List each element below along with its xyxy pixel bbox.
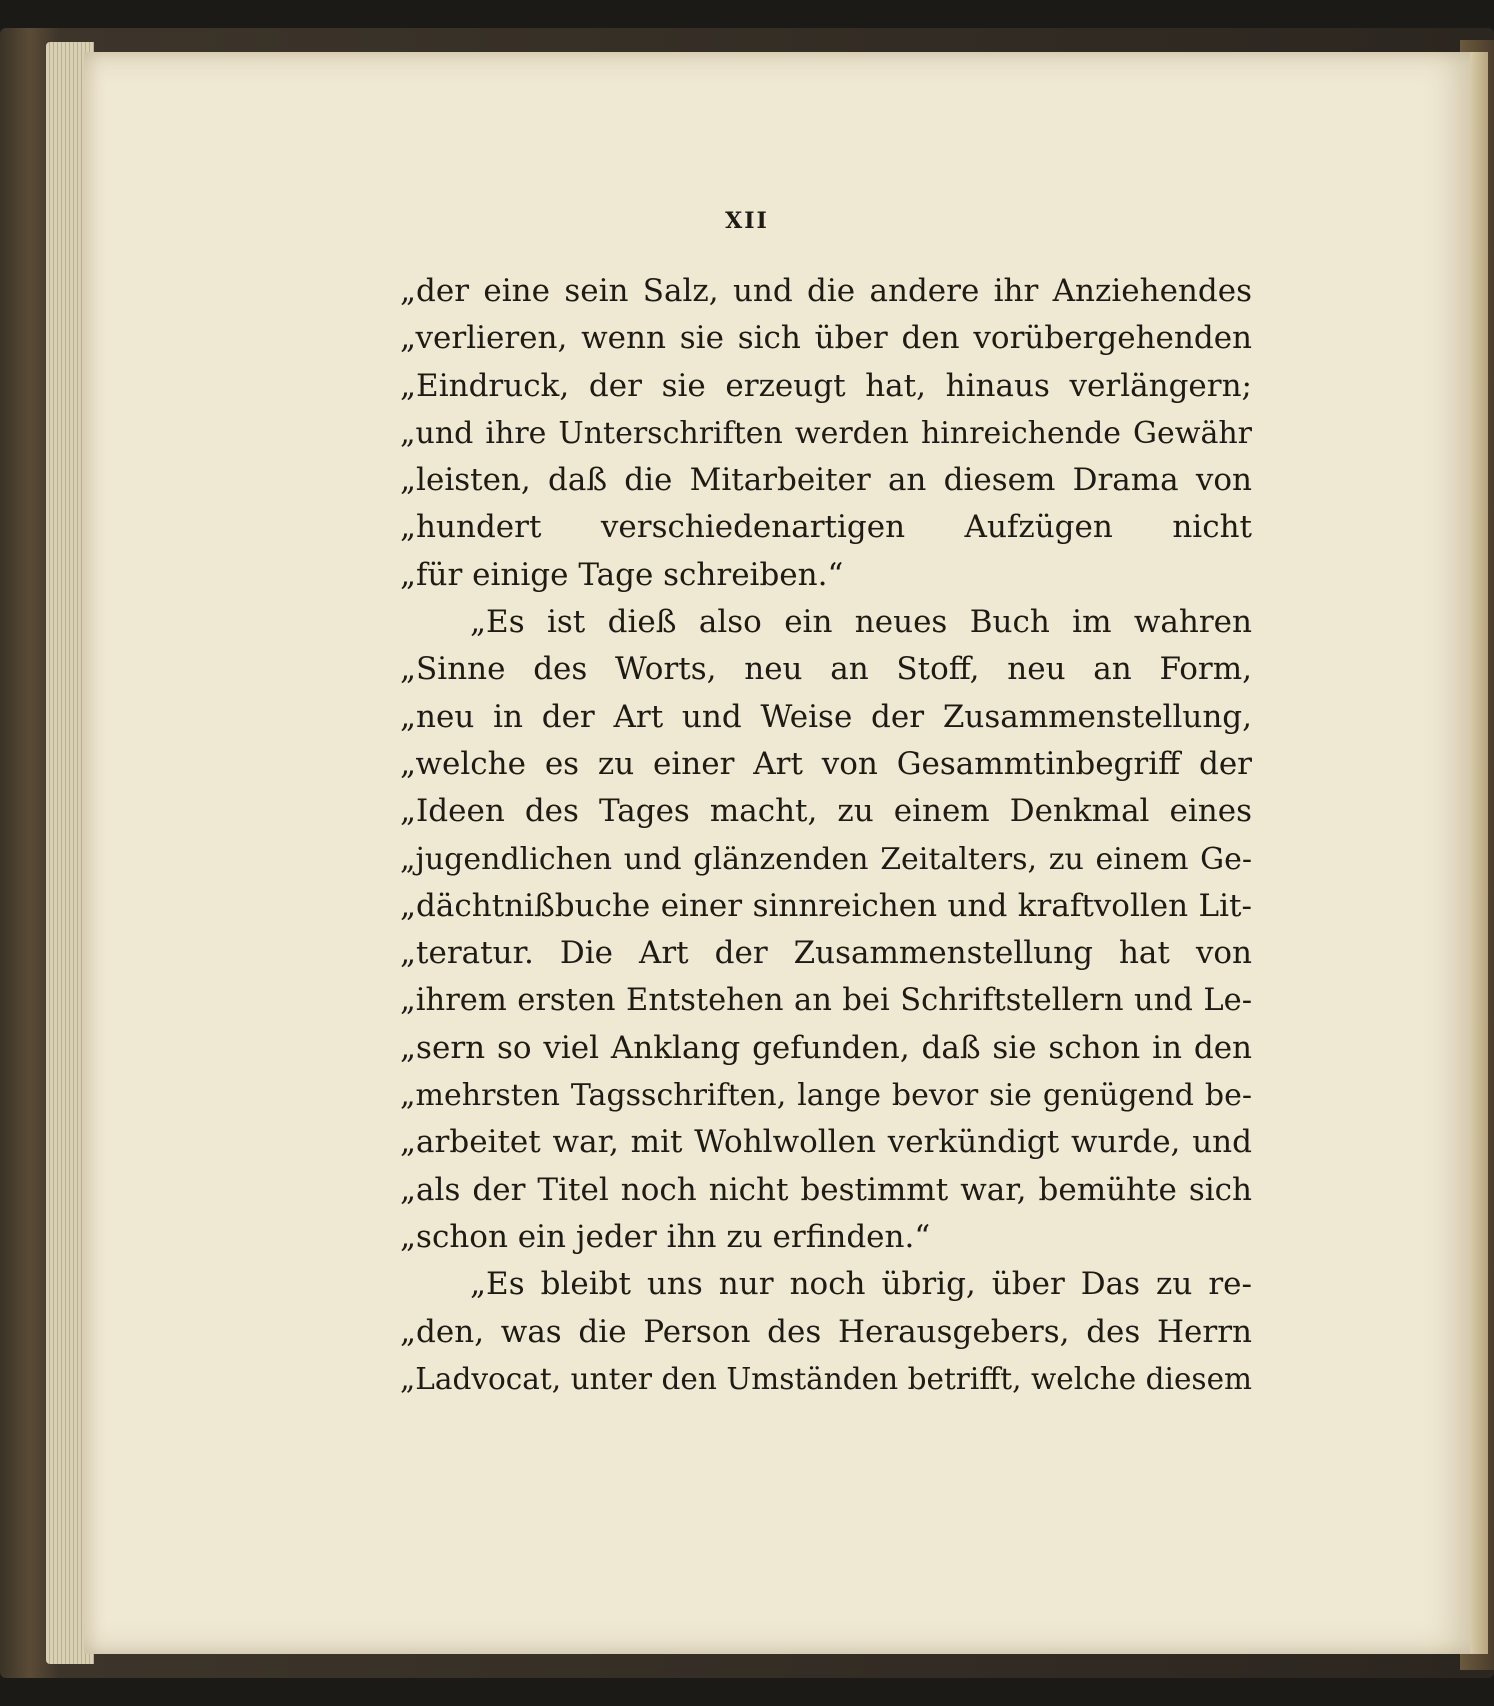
text-line: „den, was die Person des Herausgebers, des Herrn <box>400 1313 1252 1350</box>
text-line: „Sinne des Worts, neu an Stoff, neu an Form, <box>400 651 1252 688</box>
text-line: „teratur. Die Art der Zusammenstellung hat von <box>400 935 1252 972</box>
text-line: „verlieren, wenn sie sich über den vorübergehenden <box>400 320 1252 357</box>
page-number: XII <box>725 208 769 234</box>
text-line: „und ihre Unterschriften werden hinreichende Gewähr <box>400 415 1252 451</box>
text-line: „Es bleibt uns nur noch übrig, über Das zu re- <box>470 1266 1252 1303</box>
text-line: „Ideen des Tages macht, zu einem Denkmal eines <box>400 793 1252 830</box>
text-line: „als der Titel noch nicht bestimmt war, bemühte sich <box>400 1171 1252 1208</box>
text-line: „Eindruck, der sie erzeugt hat, hinaus verlängern; <box>400 367 1252 404</box>
page-right-edge <box>1470 52 1488 1654</box>
text-line: „schon ein jeder ihn zu erfinden.“ <box>400 1218 931 1255</box>
text-line: „Es ist dieß also ein neues Buch im wahren <box>470 604 1252 641</box>
text-line: „leisten, daß die Mitarbeiter an diesem Drama von <box>400 462 1252 499</box>
text-line: „sern so viel Anklang gefunden, daß sie schon in den <box>400 1029 1252 1066</box>
text-line: „arbeitet war, mit Wohlwollen verkündigt wurde, und <box>400 1124 1252 1161</box>
text-line: „hundert verschiedenartigen Aufzügen nicht <box>400 509 1252 546</box>
text-line: „jugendlichen und glänzenden Zeitalters, zu einem Ge- <box>400 841 1252 877</box>
body-text <box>400 268 1252 1403</box>
text-line: „mehrsten Tagsschriften, lange bevor sie genügend be- <box>400 1078 1252 1114</box>
text-line: „dächtnißbuche einer sinnreichen und kraftvollen Lit- <box>400 887 1252 924</box>
text-line: „Ladvocat, unter den Umständen betrifft, welche diesem <box>400 1361 1252 1396</box>
text-line: „neu in der Art und Weise der Zusammenstellung, <box>400 698 1252 735</box>
text-line: „der eine sein Salz, und die andere ihr Anziehendes <box>400 273 1252 309</box>
text-line: „ihrem ersten Entstehen an bei Schriftstellern und Le- <box>400 983 1252 1019</box>
text-line: „welche es zu einer Art von Gesammtinbegriff der <box>400 745 1252 782</box>
text-line: „für einige Tage schreiben.“ <box>400 556 844 593</box>
